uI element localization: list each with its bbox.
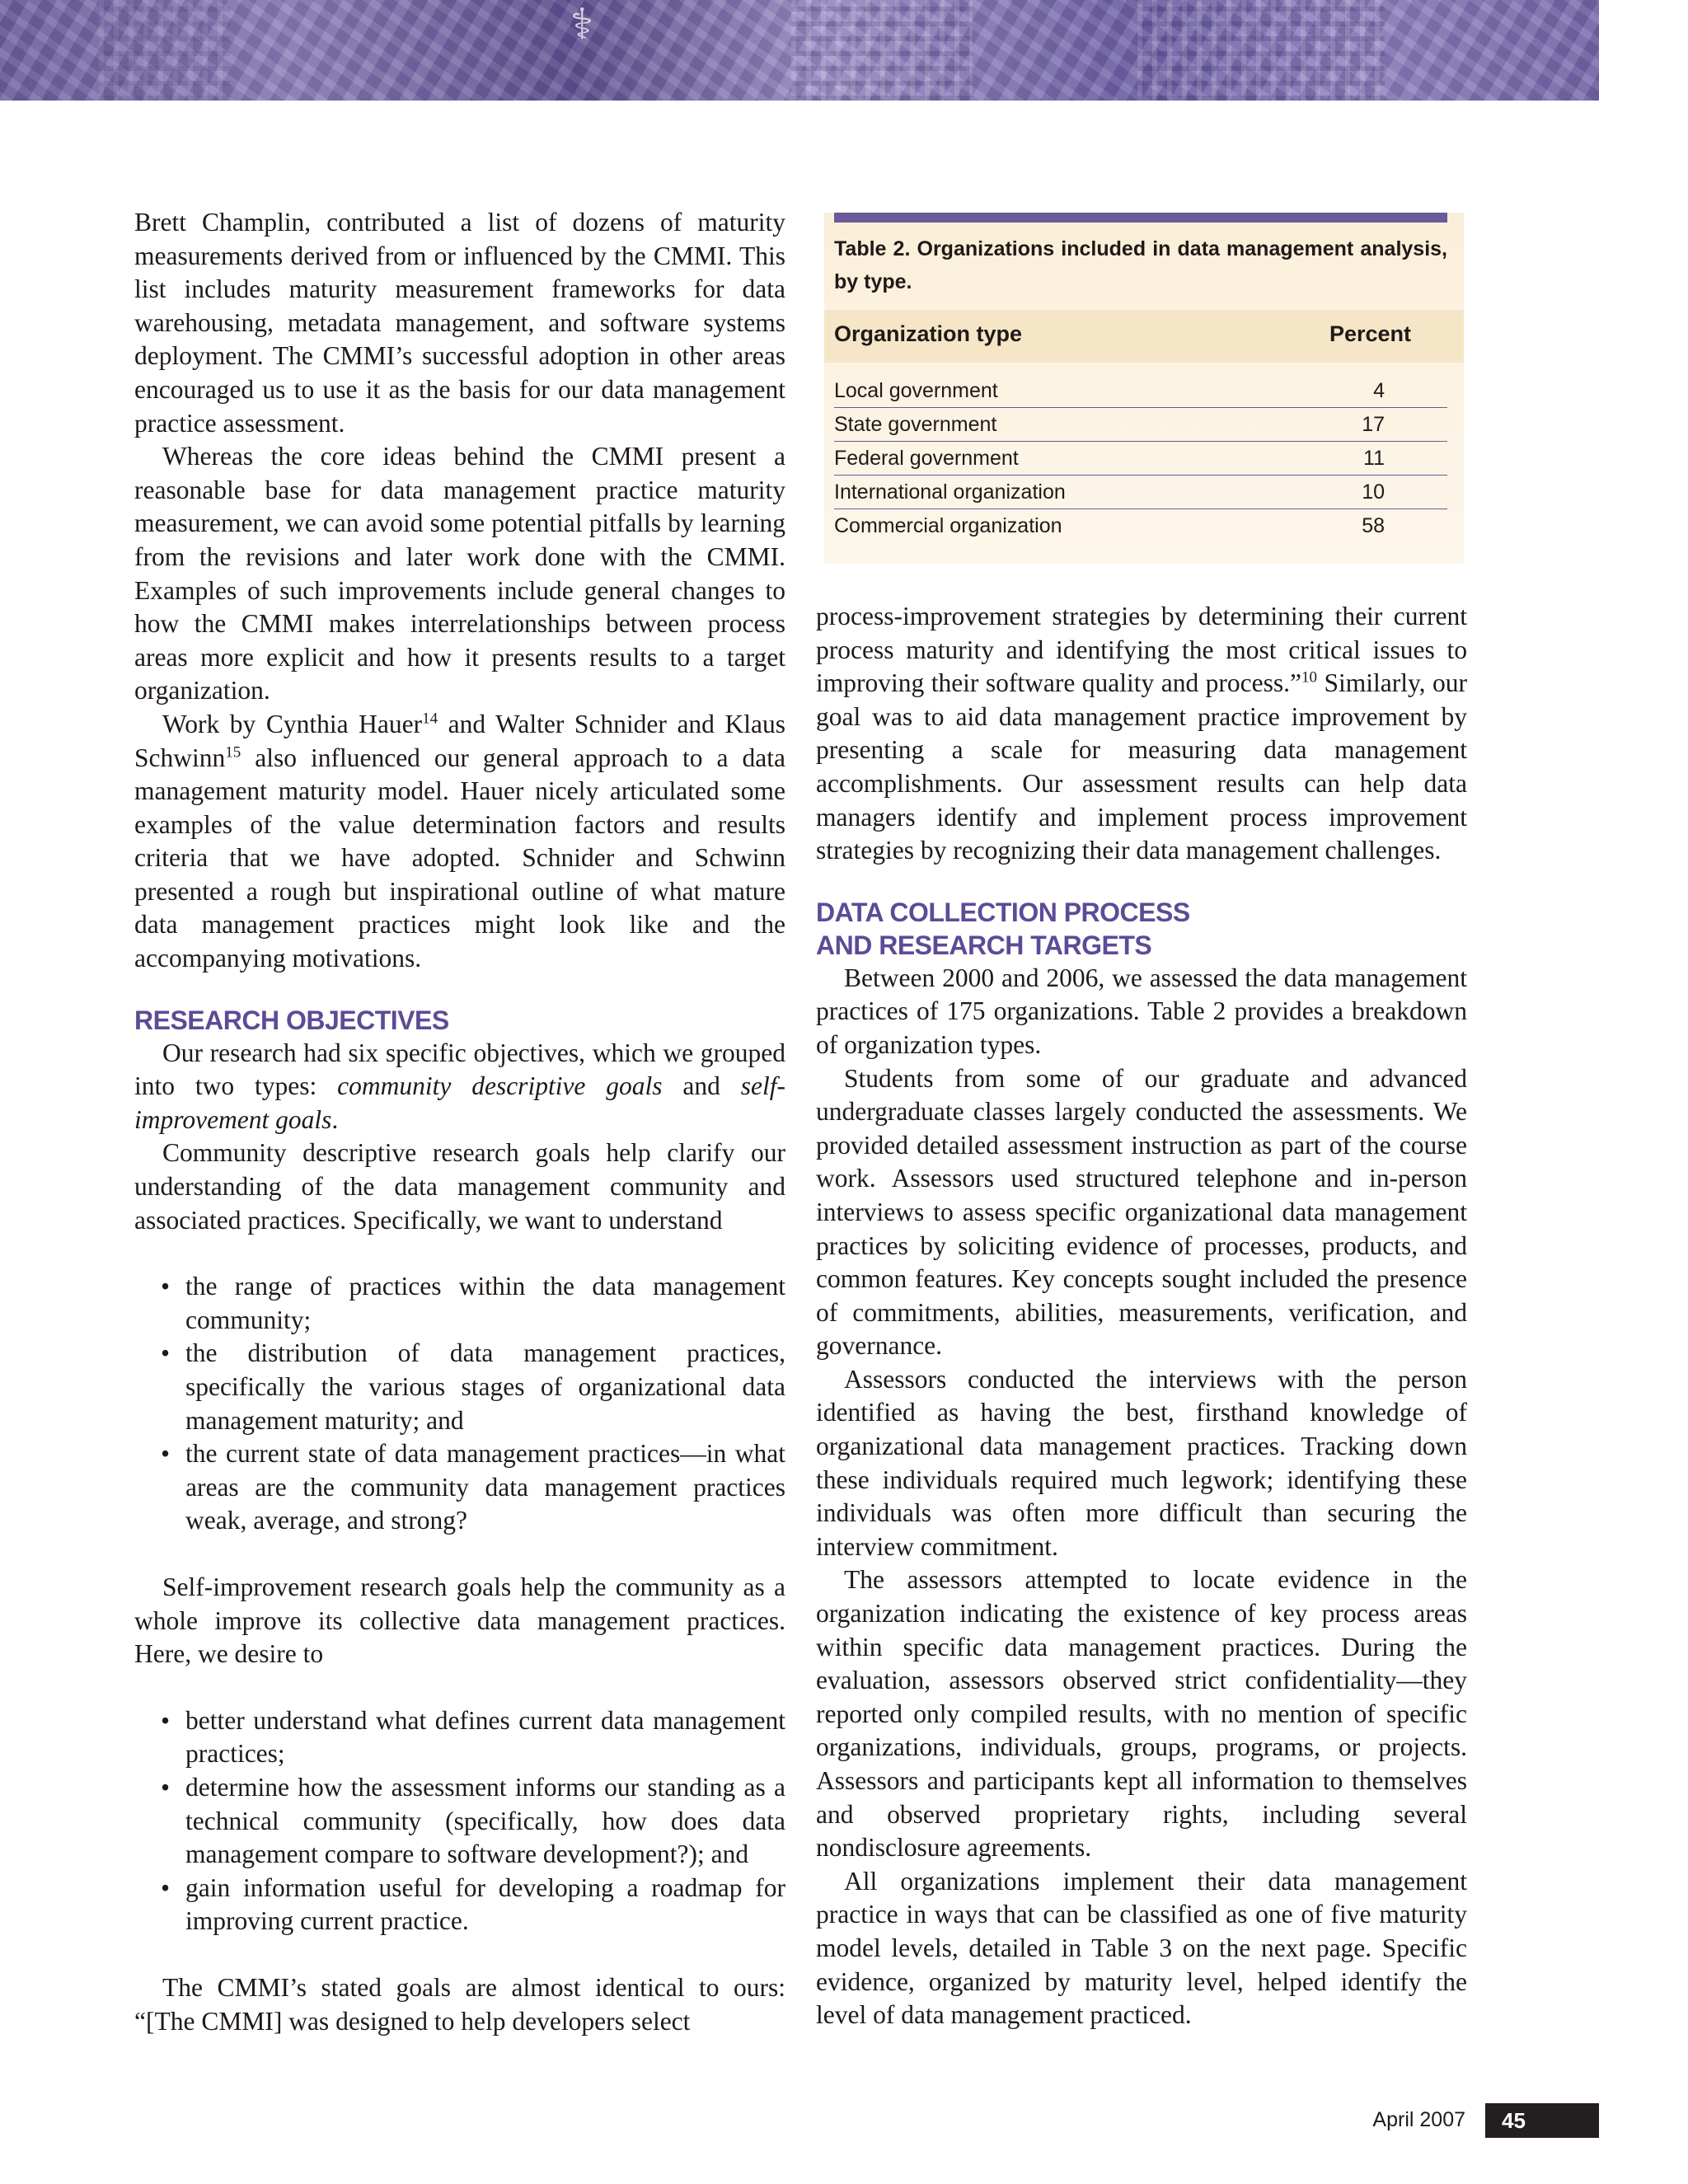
table-accent-bar <box>834 213 1447 223</box>
section-heading: DATA COLLECTION PROCESS AND RESEARCH TARGETS <box>816 897 1190 960</box>
list-item: • determine how the assessment informs our standing as a technical community (specifically, how does data management compare to software development?); and <box>161 1772 785 1869</box>
column-header-percent: Percent <box>1329 321 1411 346</box>
table-row: Local government 4 <box>834 374 1447 408</box>
banner-pattern-tile <box>791 0 973 101</box>
bullet-list <box>134 1270 785 1538</box>
paragraph: Assessors conducted the interviews with the person identified as having the best, firsthand knowledge of organizational data management practices. Tracking down these individuals required much legwork; identifying these individuals was often more difficult than securing the interview commitment. <box>816 1364 1467 1561</box>
page-number: 45 <box>1485 2103 1599 2138</box>
table-2 <box>824 213 1464 564</box>
paragraph: Between 2000 and 2006, we assessed the data management practices of 175 organizations. Table 2 provides a breakdown of organization types. <box>816 963 1467 1059</box>
paragraph: Students from some of our graduate and advanced undergraduate classes largely conducted the assessments. We provided detailed assessment instruction as part of the course work. Assessors used structured telephone and in-person interviews to assess specific organizational data management practices by soliciting evidence of processes, products, and common features. Key concepts sought included the presence of commitments, abilities, measurements, verification, and governance. <box>816 1063 1467 1361</box>
list-item: • the range of practices within the data management community; <box>161 1272 785 1334</box>
paragraph: The assessors attempted to locate evidence in the organization indicating the existence of key process areas within specific data management practices. During the evaluation, assessors observed strict confidentiality—they reported only compiled results, with no mention of specific organizations, individuals, groups, programs, or projects. Assessors and participants kept all information to themselves and observed proprietary rights, including several nondisclosure agreements. <box>816 1565 1467 1863</box>
issue-date: April 2007 <box>1372 2108 1465 2131</box>
list-item: • gain information useful for developing a roadmap for improving current practice. <box>161 1872 785 1936</box>
paragraph: Community descriptive research goals help clarify our understanding of the data management community and associated practices. Specifically, we want to understand <box>134 1138 785 1235</box>
paragraph: Brett Champlin, contributed a list of dozens of maturity measurements derived from or influenced by the CMMI. This list includes maturity measurement frameworks for data warehousing, metadata management, and software systems deployment. The CMMI’s successful adoption in other areas encouraged us to use it as the basis for our data management practice assessment. <box>134 208 785 438</box>
bullet-list <box>134 1704 785 1938</box>
list-item: • the distribution of data management practices, specifically the various stages of organizational data management maturity; and <box>161 1338 785 1435</box>
table-header-row <box>824 310 1464 363</box>
table-row: State government 17 <box>834 408 1447 442</box>
footnote-ref: 15 <box>225 743 241 761</box>
table-body <box>834 374 1447 542</box>
list-item: • the current state of data management practices—in what areas are the community data management practices weak, average, and strong? <box>161 1439 785 1535</box>
caduceus-icon: ⚕ <box>570 0 594 49</box>
footnote-ref: 10 <box>1301 668 1318 687</box>
left-column <box>134 206 785 2038</box>
right-column <box>816 600 1467 2032</box>
table-row: International organization 10 <box>834 476 1447 509</box>
table-row: Commercial organization 58 <box>834 514 1385 537</box>
table-caption: Table 2. Organizations included in data management analysis, by type. <box>834 237 1447 293</box>
section-heading: RESEARCH OBJECTIVES <box>134 1005 449 1035</box>
paragraph: All organizations implement their data management practice in ways that can be classified as one of five maturity model levels, detailed in Table 3 on the next page. Specific evidence, organized by maturity level, helped identify the level of data management practiced. <box>816 1866 1467 2030</box>
paragraph: Self-improvement research goals help the community as a whole improve its collective data management practices. Here, we desire to <box>134 1572 785 1669</box>
paragraph: The CMMI’s stated goals are almost identical to ours: “[The CMMI] was designed to help developers select <box>134 1972 785 2036</box>
paragraph: Our research had six specific objectives, which we grouped into two types: community descriptive goals and self-improvement goals. <box>134 1038 786 1134</box>
paragraph: Work by Cynthia Hauer$^{14}$ and Walter Schnider and Klaus Schwinn$^{15}$ also influenced our general approach to a data management maturity model. Hauer nicely articulated some examples of the value determination factors and results criteria that we have adopted. Schnider and Schwinn presented a rough but inspirational outline of what mature data management practices might look like and the accompanying motivations. <box>134 709 785 973</box>
header-banner-image <box>0 0 1599 101</box>
banner-pattern-tile <box>1137 0 1385 101</box>
banner-pattern-tile <box>99 0 231 101</box>
paragraph: Whereas the core ideas behind the CMMI present a reasonable base for data management practice maturity measurement, we can avoid some potential pitfalls by learning from the revisions and later work done with the CMMI. Examples of such improvements include general changes to how the CMMI makes interrelationships between process areas more explicit and how it presents results to a target organization. <box>134 442 785 705</box>
list-item: • better understand what defines current data management practices; <box>161 1705 785 1769</box>
footnote-ref: 14 <box>422 710 438 728</box>
paragraph: process-improvement strategies by determining their current process maturity and identifying the most critical issues to improving their software quality and process.”$^{10}$ Similarly, our goal was to aid data management practice improvement by presenting a scale for measuring data management accomplishments. Our assessment results can help data managers identify and implement process improvement strategies by recognizing their data management challenges. <box>816 602 1467 865</box>
column-header-type: Organization type <box>834 321 1023 346</box>
table-row: Federal government 11 <box>834 442 1447 476</box>
